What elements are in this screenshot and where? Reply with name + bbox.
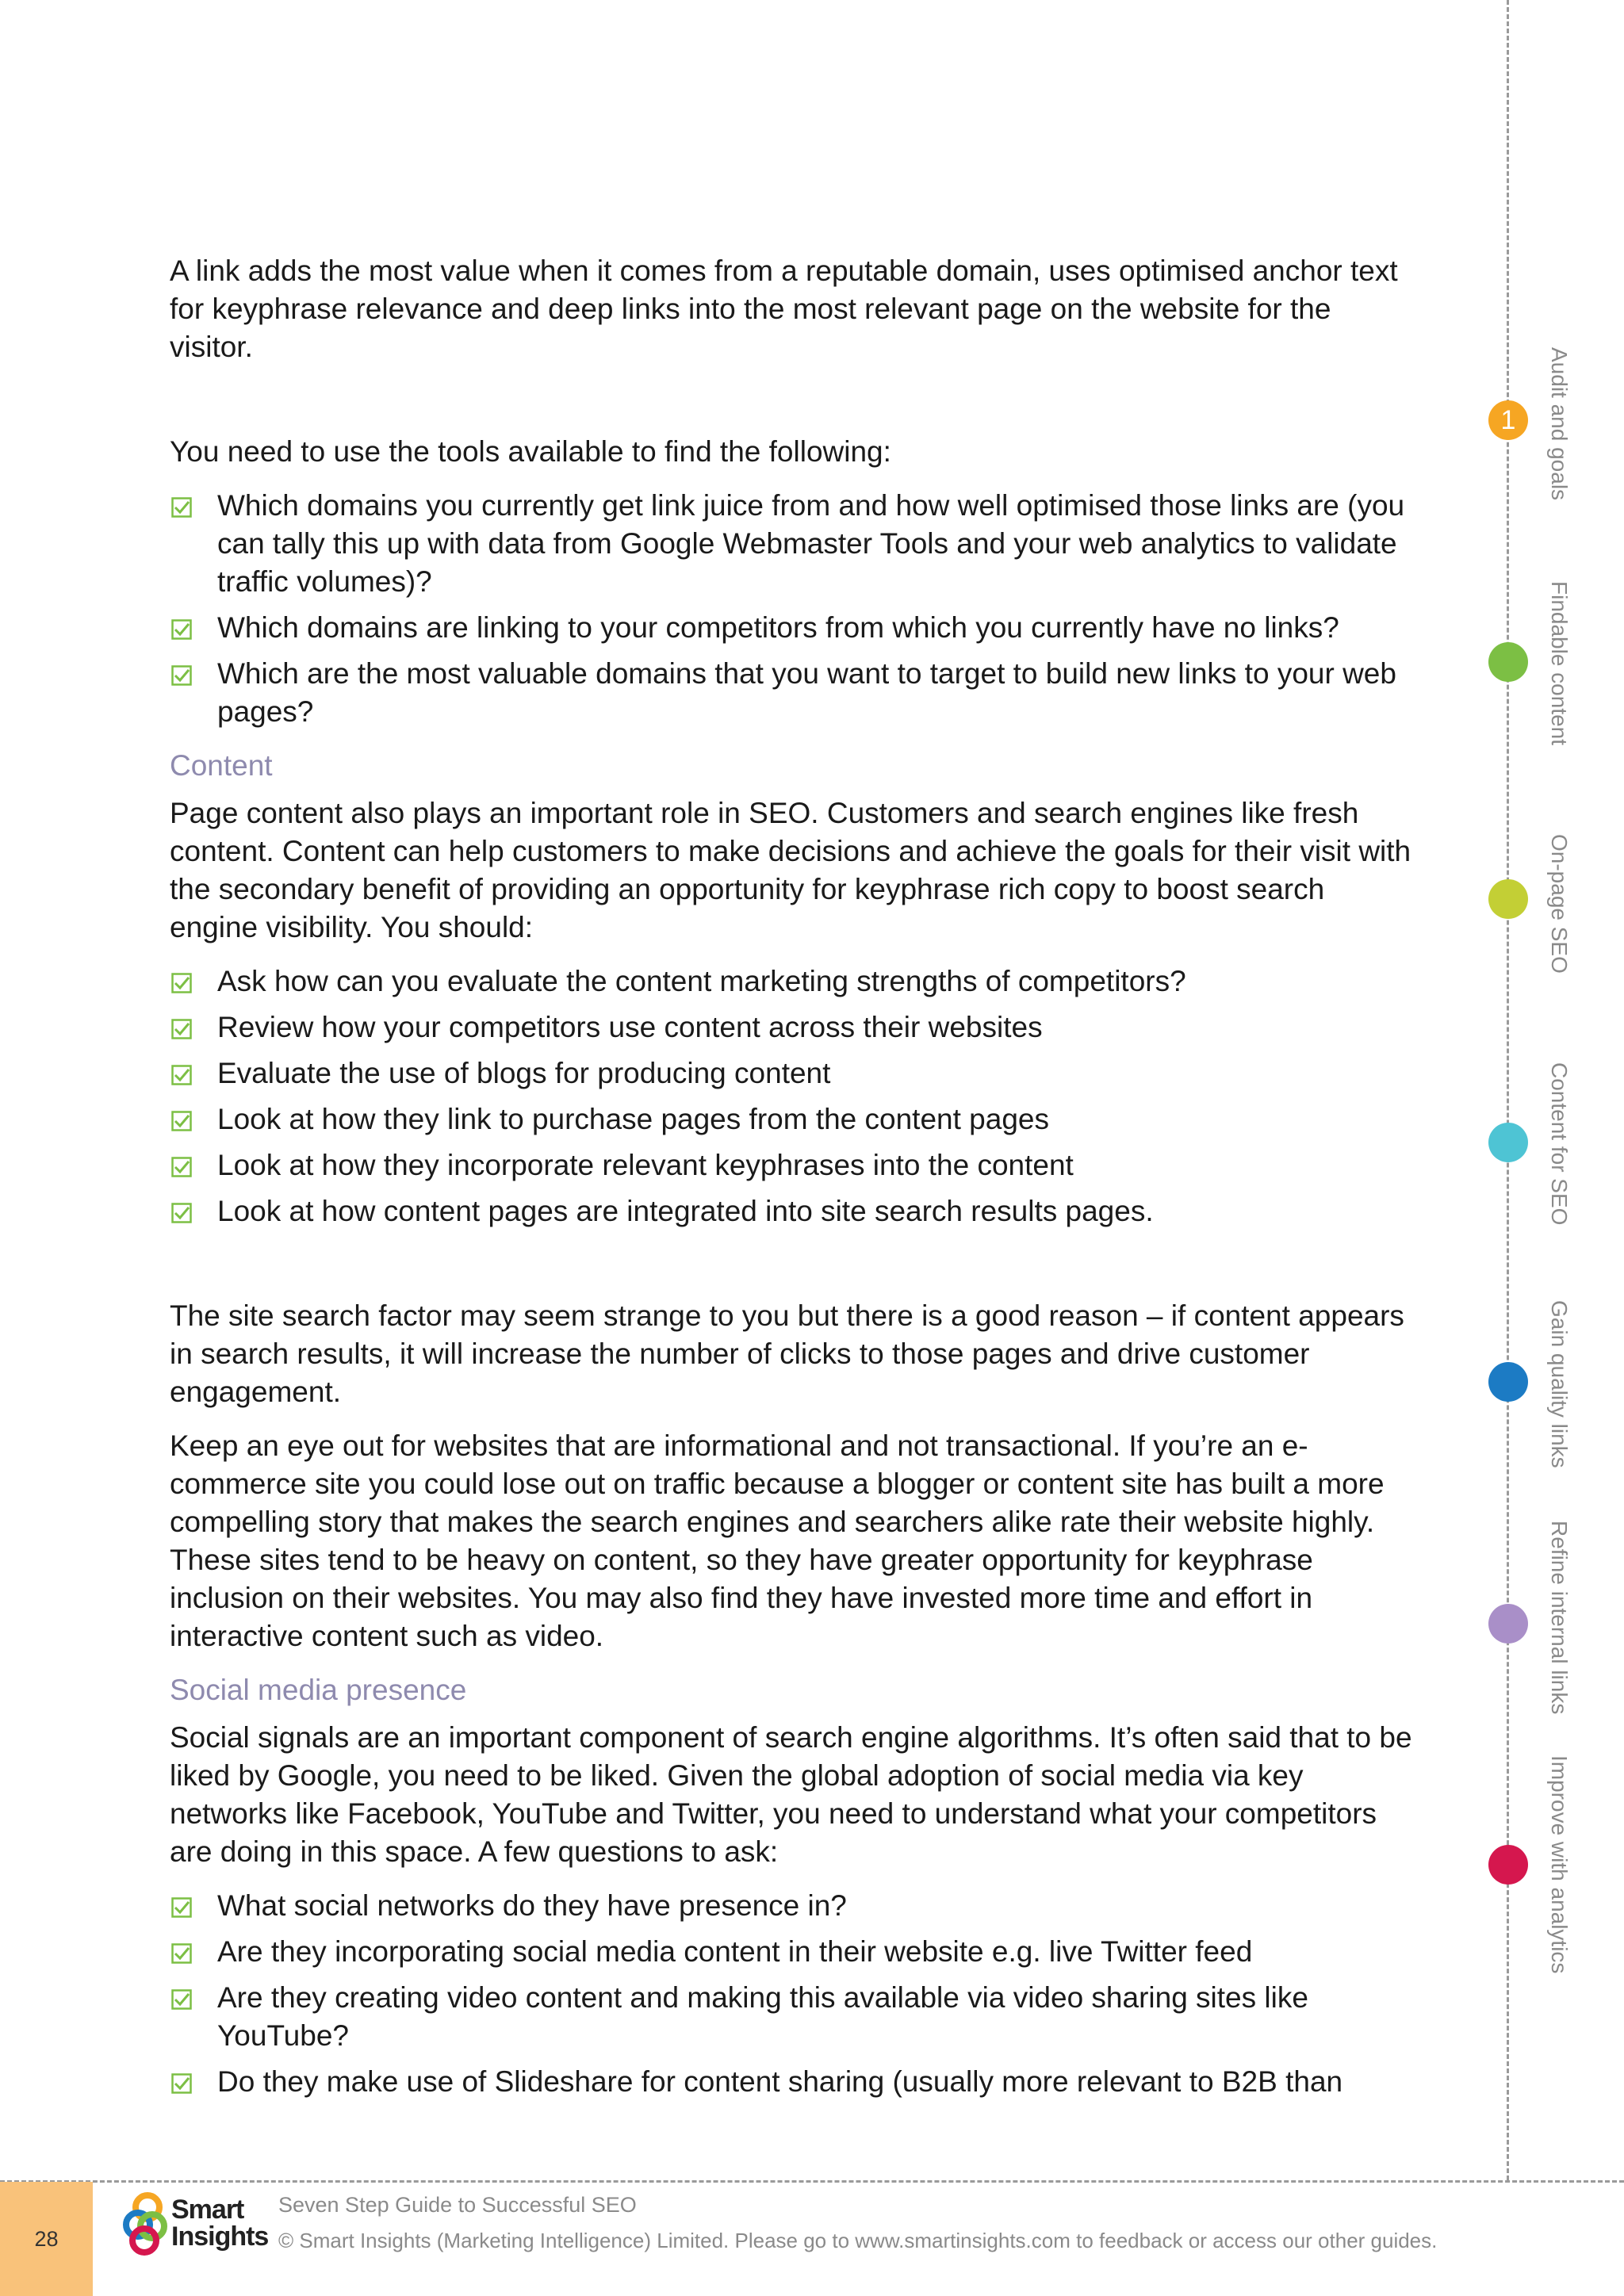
checkbox-checked-icon — [171, 1989, 192, 2010]
list-item — [170, 1146, 1415, 1184]
list-item — [170, 1054, 1415, 1093]
checkbox-checked-icon — [171, 1065, 192, 1085]
informational-paragraph: Keep an eye out for websites that are informational and not transactional. If you’re an e-commerce site you could lose out on traffic because a blogger or content site has built a more compelling story that makes the search engines and searchers alike rate their website highly. These sites tend to be heavy on content, so they have greater opportunity for keyphrase inclusion on their websites. You may also find they have invested more time and effort in interactive content such as video. — [170, 1429, 1385, 1652]
content-paragraph: Page content also plays an important role in SEO. Customers and search engines like fresh content. Content can help customers to make decisions and achieve the goals for their visit with the secondary benefit of providing an opportunity for keyphrase rich copy to boost search engine visibility. You should: — [170, 797, 1411, 943]
tools-checklist — [170, 487, 1415, 731]
step-dot-links — [1488, 1362, 1528, 1402]
list-item — [170, 962, 1415, 1001]
list-item — [170, 1979, 1415, 2055]
list-item — [170, 655, 1415, 731]
content-heading: Content — [170, 749, 273, 782]
step-dot-onpage — [1488, 879, 1528, 919]
page-number: 28 — [0, 2182, 93, 2296]
checkbox-checked-icon — [171, 619, 192, 640]
social-heading: Social media presence — [170, 1674, 467, 1706]
checkbox-checked-icon — [171, 973, 192, 993]
step-label-internal: Refine internal links — [1547, 1521, 1572, 1715]
logo-wordmark — [171, 2196, 268, 2250]
footer-divider — [0, 2180, 1624, 2183]
site-search-paragraph: The site search factor may seem strange to you but there is a good reason – if content appears in search results, it will increase the number of clicks to those pages and drive customer engagement. — [170, 1299, 1404, 1408]
checkbox-checked-icon — [171, 497, 192, 518]
intro-paragraph: A link adds the most value when it comes from a reputable domain, uses optimised anchor text for keyphrase relevance and deep links into the most relevant page on the website for the visitor. — [170, 254, 1398, 363]
list-item — [170, 1933, 1415, 1971]
list-item — [170, 1008, 1415, 1047]
logo-word-insights: Insights — [171, 2221, 269, 2252]
list-item-text: What social networks do they have presence in? — [217, 1889, 847, 1922]
social-paragraph: Social signals are an important component of search engine algorithms. It’s often said that to be liked by Google, you need to be liked. Given the global adoption of social media via key networks like Facebook, YouTube and Twitter, you need to understand what your competitors are doing in this space. A few questions to ask: — [170, 1721, 1412, 1868]
social-checklist — [170, 1887, 1415, 2101]
list-item — [170, 609, 1415, 647]
list-item-text: Are they creating video content and making this available via video sharing sites like YouTube? — [217, 1981, 1308, 2052]
list-item-text: Evaluate the use of blogs for producing content — [217, 1057, 831, 1089]
list-item-text: Ask how can you evaluate the content marketing strengths of competitors? — [217, 965, 1186, 997]
step-dot-internal — [1488, 1604, 1528, 1644]
list-item-text: Which domains are linking to your competitors from which you currently have no links? — [217, 611, 1339, 644]
checkbox-checked-icon — [171, 1111, 192, 1131]
list-item-text: Do they make use of Slideshare for content sharing (usually more relevant to B2B than — [217, 2065, 1343, 2098]
footer-copyright: © Smart Insights (Marketing Intelligence) Limited. Please go to www.smartinsights.com to feedback or access our other guides. — [278, 2229, 1438, 2252]
list-item-text: Review how your competitors use content across their websites — [217, 1011, 1043, 1043]
step-label-findable: Findable content — [1547, 581, 1572, 746]
step-label-audit: Audit and goals — [1547, 347, 1572, 501]
step-label-analytics: Improve with analytics — [1547, 1755, 1572, 1974]
list-item-text: Look at how they link to purchase pages from the content pages — [217, 1103, 1049, 1135]
step-dot-content — [1488, 1123, 1528, 1162]
step-label-onpage: On-page SEO — [1547, 834, 1572, 974]
checkbox-checked-icon — [171, 1897, 192, 1918]
step-dot-analytics — [1488, 1845, 1528, 1885]
footer-guide-title: Seven Step Guide to Successful SEO — [278, 2193, 637, 2217]
list-item-text: Are they incorporating social media content in their website e.g. live Twitter feed — [217, 1935, 1253, 1968]
logo-rings-icon — [121, 2190, 171, 2258]
checkbox-checked-icon — [171, 1203, 192, 1223]
checkbox-checked-icon — [171, 1019, 192, 1039]
checkbox-checked-icon — [171, 2073, 192, 2094]
step-label-links: Gain quality links — [1547, 1300, 1572, 1468]
list-item — [170, 2063, 1415, 2101]
list-item — [170, 1192, 1415, 1230]
tools-intro: You need to use the tools available to find the following: — [170, 435, 891, 468]
smart-insights-logo — [121, 2190, 271, 2258]
main-content — [170, 252, 1415, 2117]
checkbox-checked-icon — [171, 1943, 192, 1964]
logo-word-smart: Smart — [171, 2195, 244, 2225]
step-dot-audit: 1 — [1488, 400, 1528, 440]
list-item-text: Look at how content pages are integrated into site search results pages. — [217, 1195, 1154, 1227]
step-label-content: Content for SEO — [1547, 1062, 1572, 1226]
checkbox-checked-icon — [171, 665, 192, 686]
list-item — [170, 1100, 1415, 1138]
list-item-text: Which are the most valuable domains that you want to target to build new links to your web pages? — [217, 657, 1396, 728]
list-item-text: Look at how they incorporate relevant keyphrases into the content — [217, 1149, 1074, 1181]
list-item-text: Which domains you currently get link juice from and how well optimised those links are (you can tally this up with data from Google Webmaster Tools and your web analytics to validate traffic volumes)? — [217, 489, 1405, 598]
checkbox-checked-icon — [171, 1157, 192, 1177]
step-dot-findable — [1488, 642, 1528, 682]
list-item — [170, 1887, 1415, 1925]
content-checklist — [170, 962, 1415, 1230]
list-item — [170, 487, 1415, 601]
